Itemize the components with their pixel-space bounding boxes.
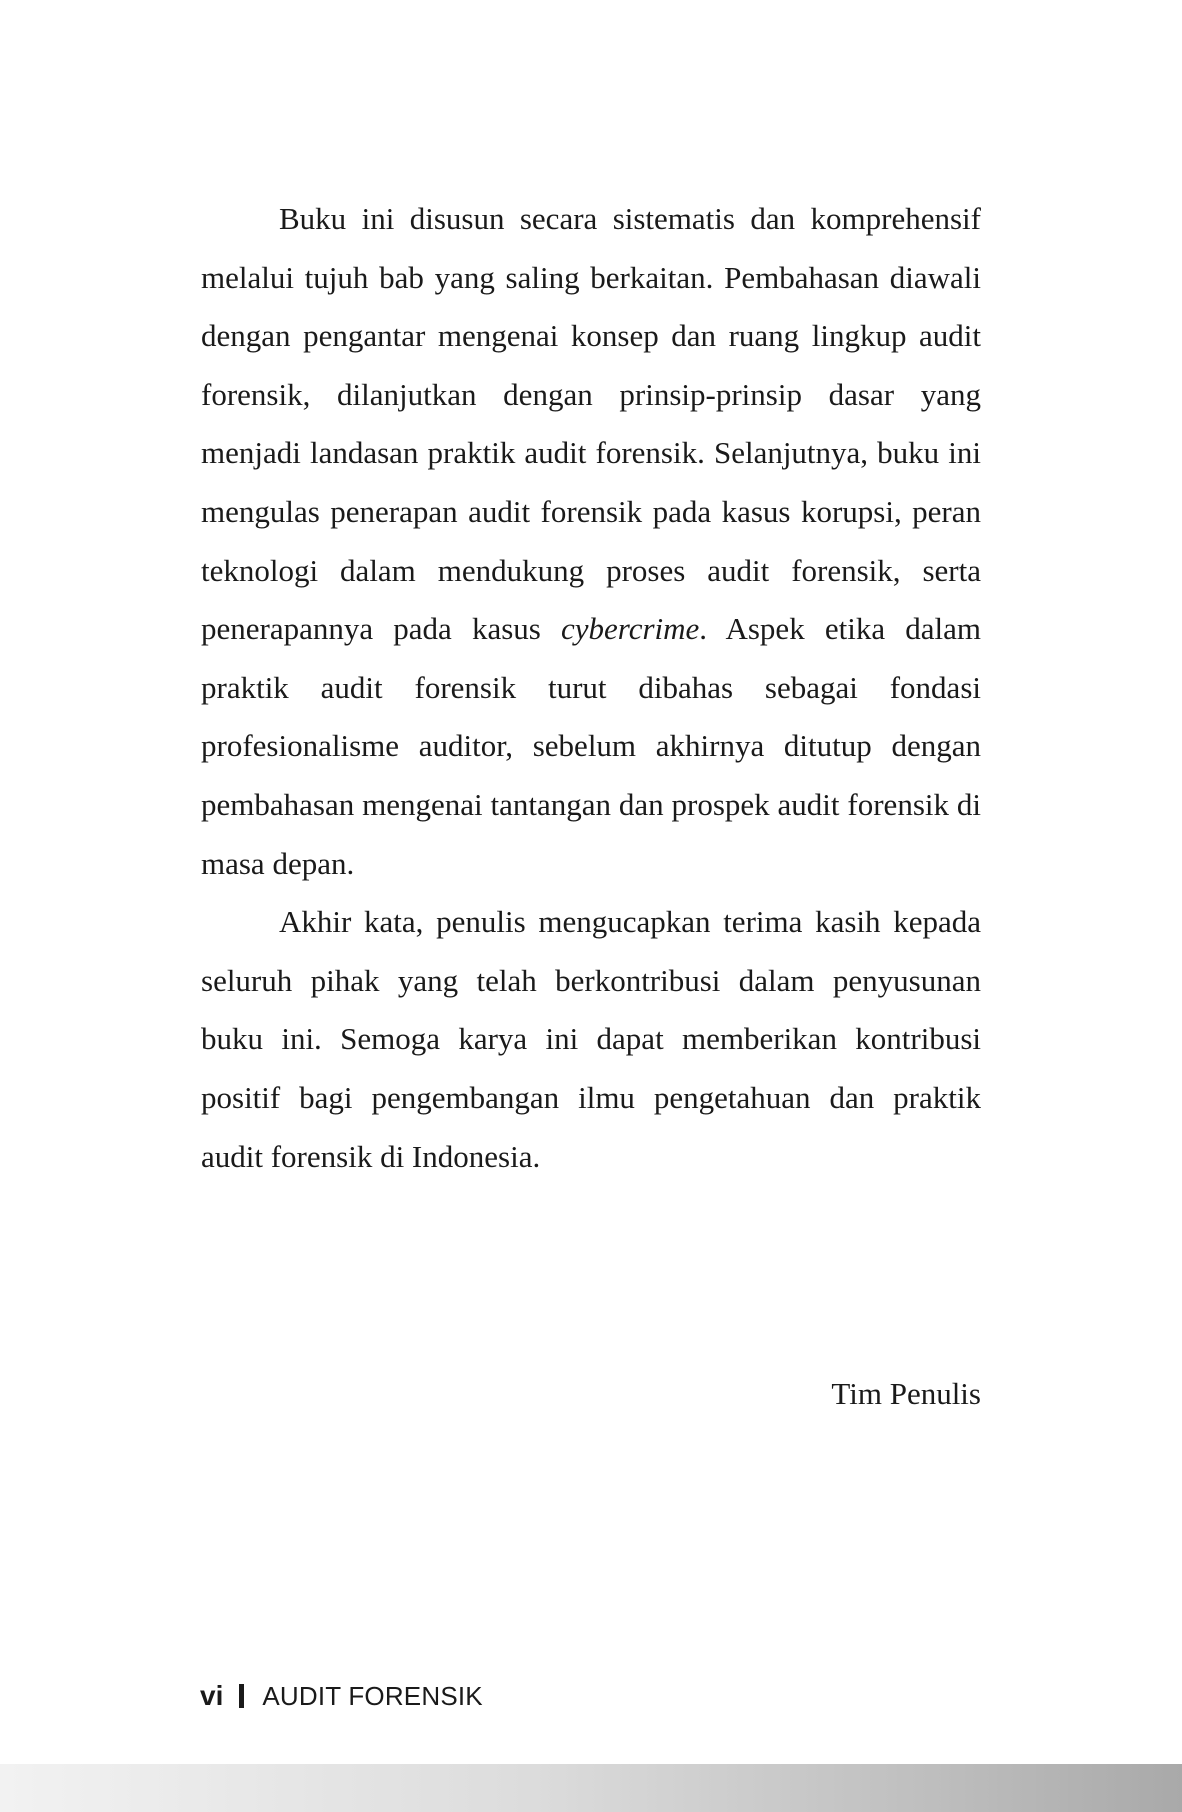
preface-body: [201, 190, 981, 1186]
paragraph-closing: Akhir kata, penulis mengucapkan terima kasih kepada seluruh pihak yang telah berkontribusi dalam penyusunan buku ini. Semoga karya ini dapat memberikan kontribusi positif bagi pengembangan ilmu pengetahuan dan praktik audit forensik di Indonesia.: [201, 904, 981, 1174]
paragraph-structure-text-end: . Aspek etika dalam praktik audit forensik turut dibahas sebagai fondasi profesionalisme auditor, sebelum akhirnya ditutup dengan pembahasan mengenai tantangan dan prospek audit forensik di masa depan.: [201, 611, 981, 881]
italic-term: cybercrime: [561, 611, 700, 647]
page-footer: [200, 1680, 483, 1712]
page-number: vi: [200, 1680, 224, 1711]
running-title: AUDIT FORENSIK: [262, 1680, 483, 1711]
paragraph-structure: [201, 190, 981, 893]
paragraph-structure-text: Buku ini disusun secara sistematis dan komprehensif melalui tujuh bab yang saling berkaitan. Pembahasan diawali dengan pengantar mengenai konsep dan ruang lingkup audit forensik, dilanjutkan dengan prinsip-prinsip dasar yang menjadi landasan praktik audit forensik. Selanjutnya, buku ini mengulas penerapan audit forensik pada kasus korupsi, peran teknologi dalam mendukung proses audit forensik, serta penerapannya pada kasus: [201, 201, 981, 647]
signature: Tim Penulis: [831, 1376, 981, 1411]
footer-separator: [239, 1684, 244, 1708]
bottom-gradient-bar: [0, 1764, 1182, 1812]
